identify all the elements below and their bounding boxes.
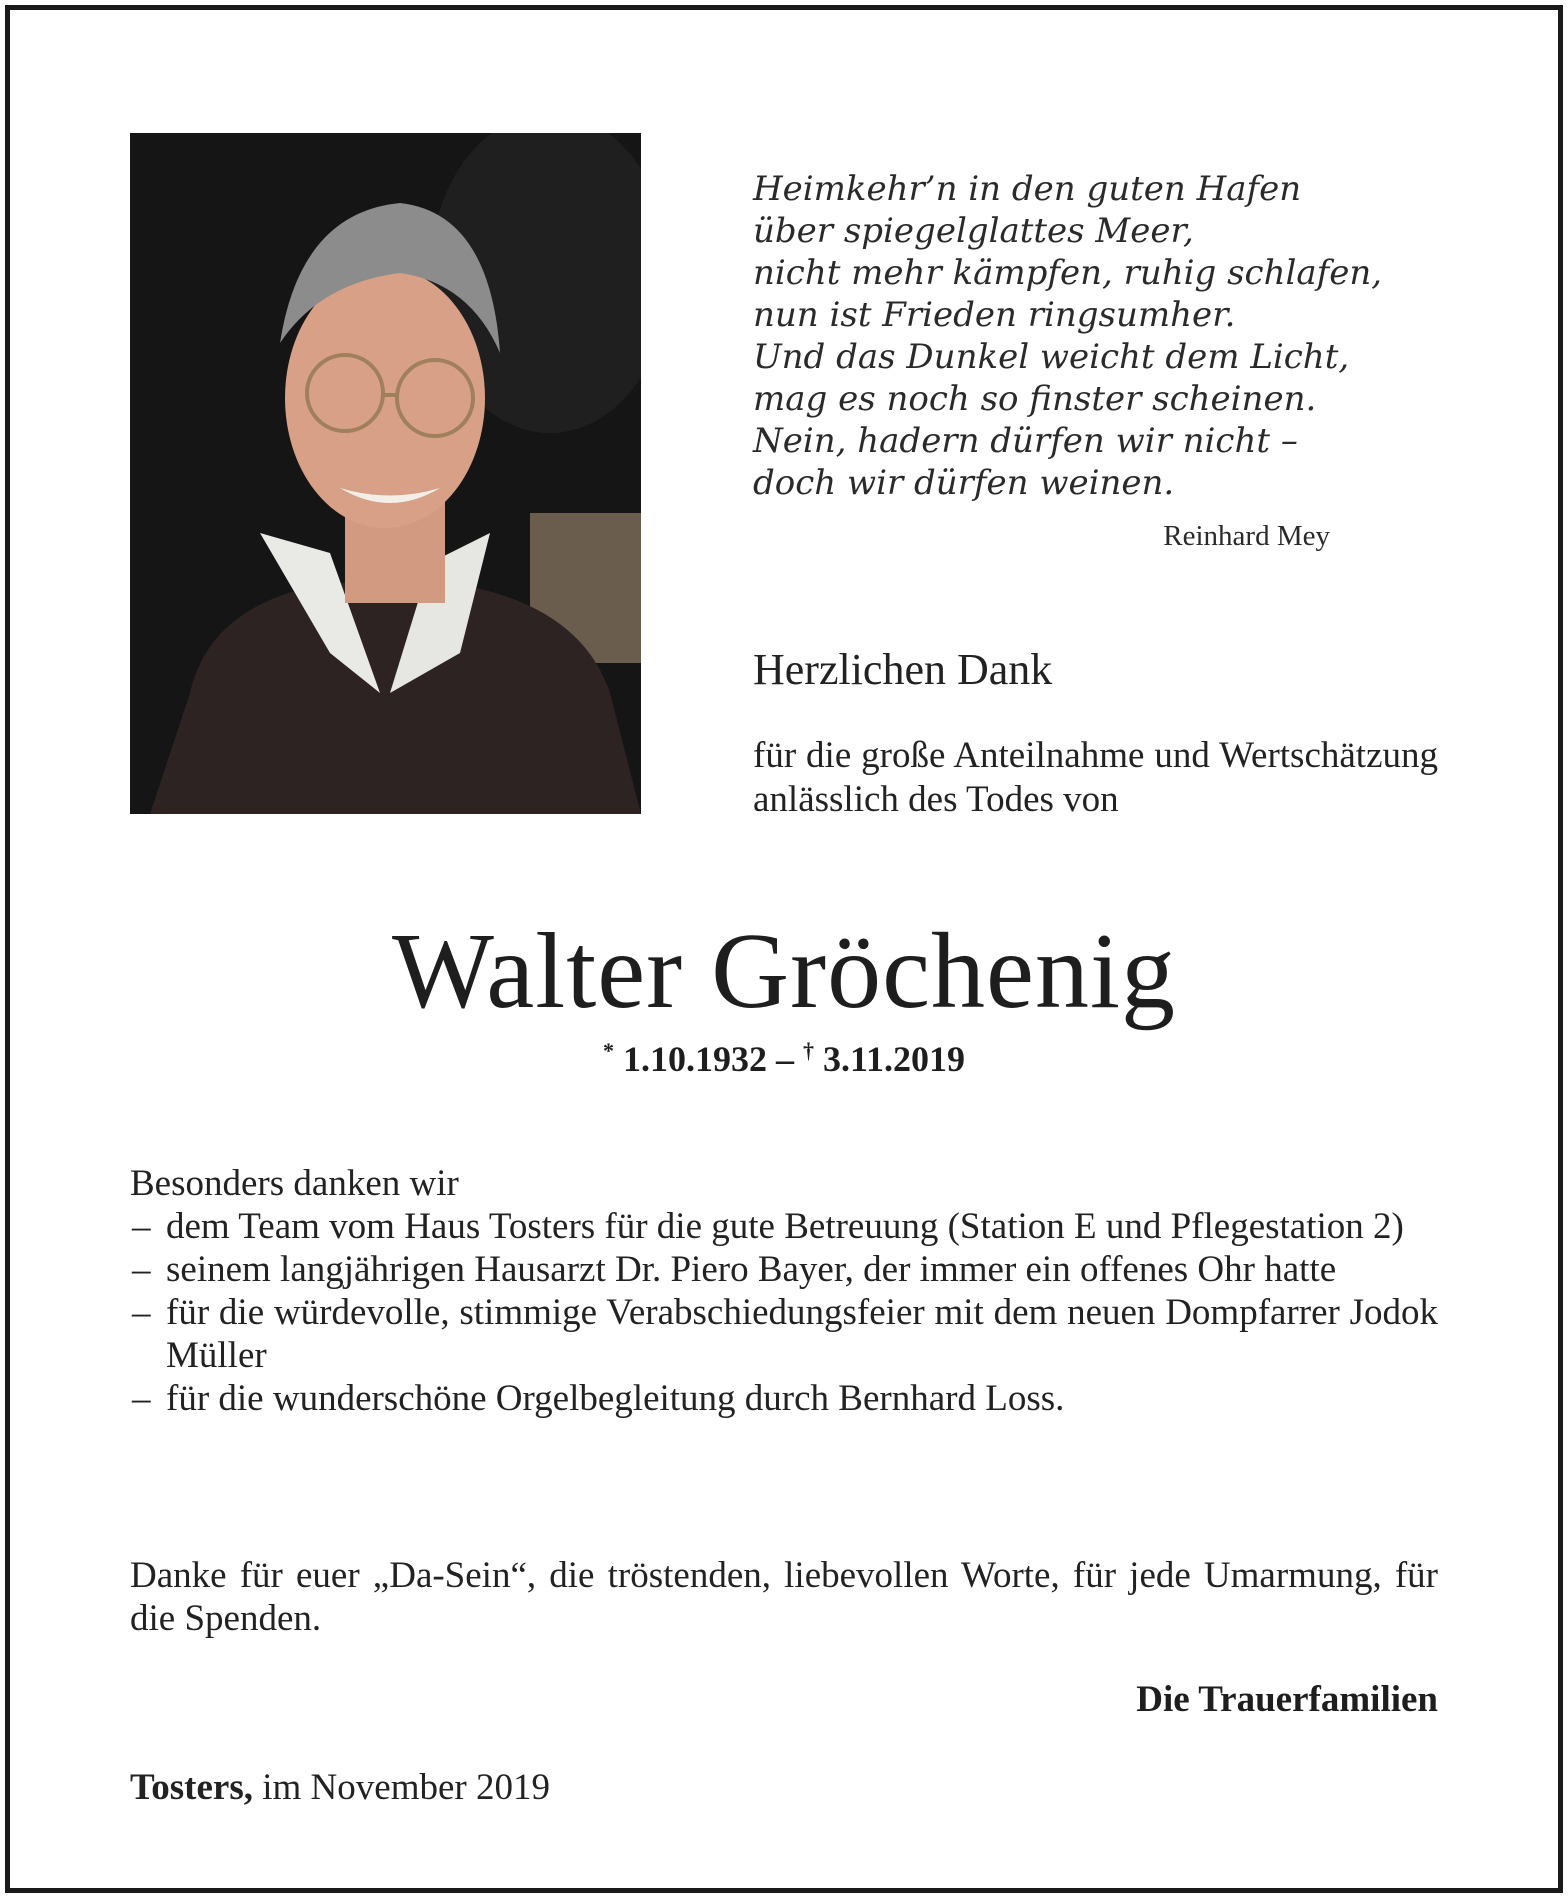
closing-text: Danke für euer „Da-Sein“, die tröstenden, liebevollen Worte, für jede Umarmung, für die Spenden.	[130, 1555, 1438, 1639]
list-item: – seinem langjährigen Hausarzt Dr. Piero Bayer, der immer ein offenes Ohr hatte	[132, 1249, 1337, 1290]
thanks-heading: Herzlichen Dank	[753, 645, 1053, 694]
poem-line: Heimkehr’n in den guten Hafen	[753, 169, 1302, 209]
death-date: 3.11.2019	[822, 1039, 965, 1079]
date-separator: –	[775, 1039, 794, 1079]
place: Tosters,	[130, 1767, 253, 1808]
life-dates	[0, 1038, 1568, 1080]
list-item: – dem Team vom Haus Tosters für die gute Betreuung (Station E und Pflegestation 2)	[132, 1206, 1404, 1247]
portrait-photo	[130, 133, 641, 814]
poem-author: Reinhard Mey	[1163, 520, 1330, 552]
list-item-text: für die wunderschöne Orgelbegleitung durch Bernhard Loss.	[166, 1378, 1065, 1419]
signature: Die Trauerfamilien	[1136, 1679, 1438, 1720]
poem-line: mag es noch so finster scheinen.	[753, 379, 1317, 419]
poem-line: über spiegelglattes Meer,	[753, 211, 1194, 251]
special-thanks-heading: Besonders danken wir	[130, 1163, 459, 1204]
date-line: im November 2019	[262, 1767, 550, 1808]
birth-symbol: *	[602, 1038, 614, 1063]
poem	[753, 168, 1383, 504]
poem-line: doch wir dürfen weinen.	[753, 463, 1175, 503]
list-item-text: dem Team vom Haus Tosters für die gute Betreuung (Station E und Pflegestation 2)	[166, 1206, 1404, 1247]
place-date	[130, 1766, 550, 1809]
special-thanks-list	[130, 1205, 1438, 1420]
death-symbol: †	[802, 1038, 814, 1063]
thanks-intro: für die große Anteilnahme und Wertschätzung anlässlich des Todes von	[753, 735, 1438, 820]
poem-line: nun ist Frieden ringsumher.	[753, 295, 1236, 335]
list-item: – für die wunderschöne Orgelbegleitung durch Bernhard Loss.	[132, 1378, 1065, 1419]
birth-date: 1.10.1932	[622, 1039, 767, 1079]
poem-line: nicht mehr kämpfen, ruhig schlafen,	[753, 253, 1383, 293]
list-item-text: für die würdevolle, stimmige Verabschiedungsfeier mit dem neuen Dompfarrer Jodok Müller	[166, 1292, 1438, 1376]
poem-line: Und das Dunkel weicht dem Licht,	[753, 337, 1350, 377]
list-item-text: seinem langjährigen Hausarzt Dr. Piero Bayer, der immer ein offenes Ohr hatte	[166, 1249, 1337, 1290]
deceased-name: Walter Gröchenig	[392, 912, 1176, 1031]
list-item: – für die würdevolle, stimmige Verabschiedungsfeier mit dem neuen Dompfarrer Jodok Müller	[132, 1292, 1438, 1376]
poem-line: Nein, hadern dürfen wir nicht –	[753, 421, 1298, 461]
special-thanks	[130, 1162, 1438, 1420]
